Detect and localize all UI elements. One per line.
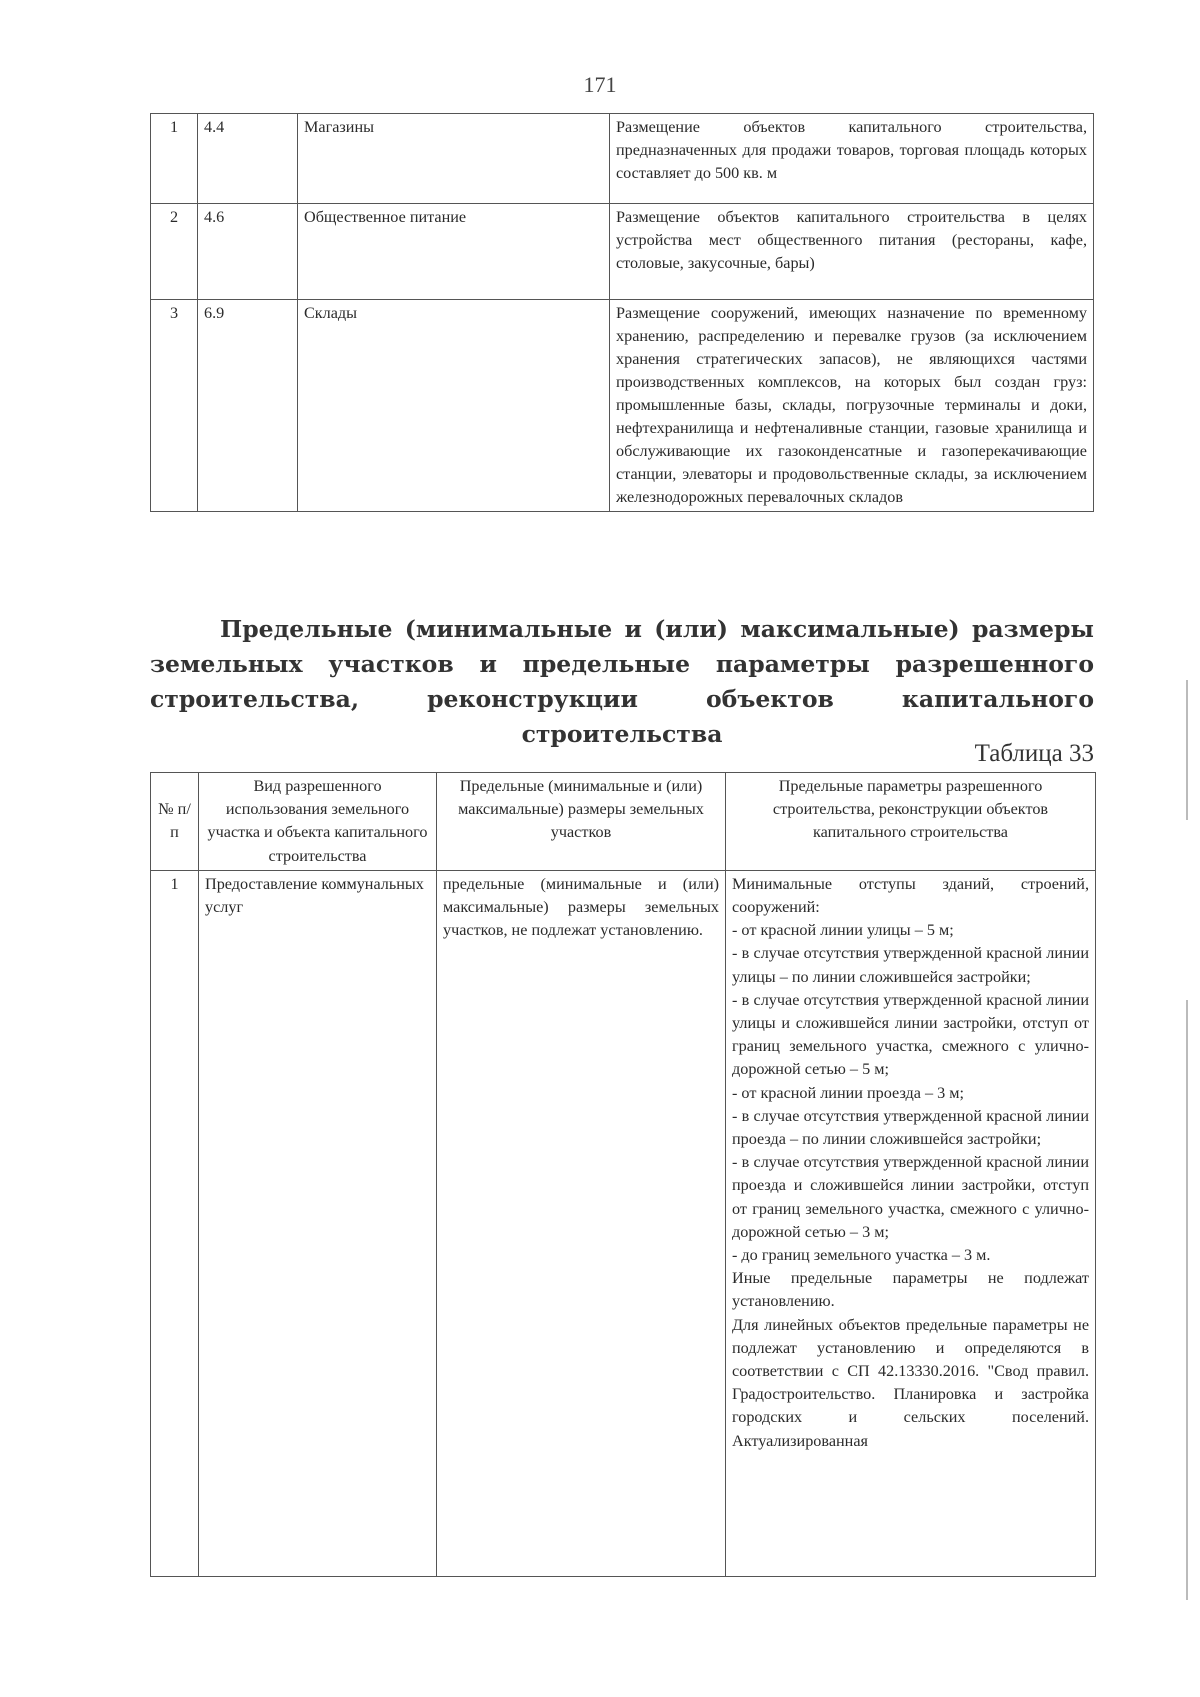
row-number: 1 [151, 870, 199, 1576]
construction-params-cell [726, 870, 1096, 1576]
param-line: - в случае отсутствия утвержденной красной линии проезда – по линии сложившейся застройки; [732, 1106, 1089, 1149]
use-description: Размещение объектов капитального строительства в целях устройства мест общественного питания (рестораны, кафе, столовые, закусочные, бары) [610, 204, 1094, 300]
header-construction-params: Предельные параметры разрешенного строительства, реконструкции объектов капитального строительства [726, 773, 1096, 871]
scan-edge-mark [1186, 680, 1188, 820]
use-description: Размещение объектов капитального строительства, предназначенных для продажи товаров, торговая площадь которых составляет до 500 кв. м [610, 114, 1094, 204]
plot-sizes-cell: предельные (минимальные и (или) максимальные) размеры земельных участков, не подлежат установлению. [437, 870, 726, 1576]
param-line: Минимальные отступы зданий, строений, сооружений: [732, 874, 1089, 917]
table-row [151, 114, 1094, 204]
param-line: Иные предельные параметры не подлежат установлению. [732, 1269, 1089, 1311]
parameters-table [150, 772, 1096, 1577]
table-row [151, 300, 1094, 512]
section-heading-text: Предельные (минимальные и (или) максимальные) размеры земельных участков и предельные параметры разрешенного строительства, реконструкции объектов капитального строительства [150, 615, 1094, 748]
param-line: - в случае отсутствия утвержденной красной линии улицы – по линии сложившейся застройки; [732, 944, 1089, 986]
table-row [151, 870, 1096, 1576]
use-name: Общественное питание [298, 204, 610, 300]
use-code: 6.9 [198, 300, 298, 512]
use-description: Размещение сооружений, имеющих назначение по временному хранению, распределению и перевалке грузов (за исключением хранения стратегических запасов), не являющихся частями производственных комплексов, на которых был создан груз: промышленные базы, склады, погрузочные терминалы и доки, нефтехранилища и нефтеналивные станции, газовые хранилища и обслуживающие их газоконденсатные и газоперекачивающие станции, элеваторы и продовольственные склады, за исключением железнодорожных перевалочных складов [610, 300, 1094, 512]
header-plot-sizes: Предельные (минимальные и (или) максимальные) размеры земельных участков [437, 773, 726, 871]
param-line: - от красной линии проезда – 3 м; [732, 1083, 965, 1102]
header-number: № п/п [151, 773, 199, 871]
scan-edge-mark [1186, 1000, 1188, 1600]
table-row [151, 204, 1094, 300]
table-caption: Таблица 33 [974, 740, 1094, 767]
use-code: 4.6 [198, 204, 298, 300]
use-type-cell: Предоставление коммунальных услуг [199, 870, 437, 1576]
param-line: - в случае отсутствия утвержденной красной линии проезда и сложившейся линии застройки, отступ от границ земельного участка, смежного с улично-дорожной сетью – 3 м; [732, 1153, 1089, 1241]
page-number: 171 [583, 72, 617, 97]
param-line: - до границ земельного участка – 3 м. [732, 1246, 991, 1265]
param-line: - от красной линии улицы – 5 м; [732, 921, 954, 940]
use-name: Магазины [298, 114, 610, 204]
use-code: 4.4 [198, 114, 298, 204]
param-line: - в случае отсутствия утвержденной красной линии улицы и сложившейся линии застройки, отступ от границ земельного участка, смежного с улично-дорожной сетью – 5 м; [732, 990, 1089, 1079]
use-name: Склады [298, 300, 610, 512]
row-number: 1 [151, 114, 198, 204]
permitted-use-table [150, 113, 1094, 512]
param-line: Для линейных объектов предельные параметры не подлежат установлению и определяются в соответствии с СП 42.13330.2016. "Свод правил. Градостроительство. Планировка и застройка городских и сельских поселений. Актуализированная [732, 1315, 1089, 1450]
row-number: 3 [151, 300, 198, 512]
row-number: 2 [151, 204, 198, 300]
table-header-row [151, 773, 1096, 871]
section-heading [150, 612, 1094, 752]
header-use-type: Вид разрешенного использования земельного участка и объекта капитального строительства [199, 773, 437, 871]
